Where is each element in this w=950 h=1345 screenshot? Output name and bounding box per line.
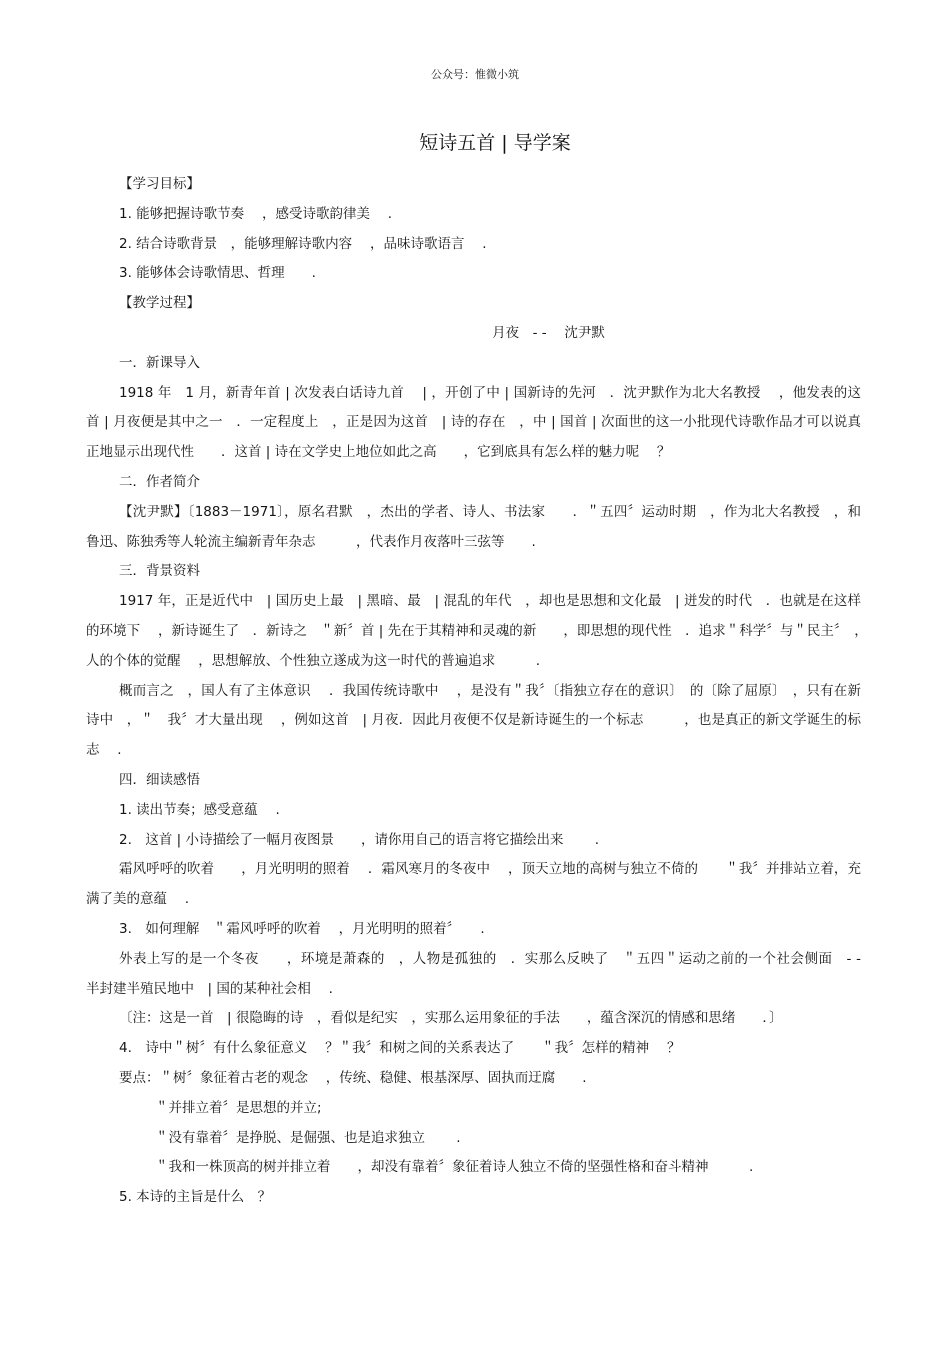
answer-point: ＂并排立着〞是思想的并立; <box>155 1099 322 1116</box>
document-body <box>86 170 875 1213</box>
paragraph: 1918 年 1 月，新青年首 | 次发表白话诗九首 | ，开创了中 | 国新诗的先河 ．沈尹默作为北大名教授 ，他发表的这首 | 月夜便是其中之一 ．一定程度上 ，正是因为这首 | 诗的存在 ，中 | 国首 | 次面世的这一小批现代诗歌作品才可以说真正地显示出现代性 ．这首 | 诗在文学史上地位如此之高 ，它到底具有怎么样的魅力呢 ？ <box>86 384 861 461</box>
question-item: 2. 这首 | 小诗描绘了一幅月夜图景 ，请你用自己的语言将它描绘出来 . <box>119 831 600 848</box>
answer-paragraph: 外表上写的是一个冬夜 ，环境是萧森的 ，人物是孤独的 ．实那么反映了 ＂五四＂运动之前的一个社会侧面 - - 半封建半殖民地中 | 国的某种社会相 . <box>86 950 875 997</box>
answer-paragraph: 要点：＂树〞象征着古老的观念 ，传统、稳健、根基深厚、固执而迂腐 . <box>119 1069 587 1086</box>
section-heading: 四．细读感悟 <box>119 771 200 788</box>
note-paragraph: 〔注：这是一首 | 很隐晦的诗 ，看似是纪实 ，实那么运用象征的手法 ，蕴含深沉的情感和思绪 ．〕 <box>119 1010 783 1027</box>
objective-item: 3. 能够体会诗歌情思、哲理 . <box>119 265 316 282</box>
poem-title-author: 月夜 - - 沈尹默 <box>492 324 605 341</box>
section-heading-process: 【教学过程】 <box>119 295 200 312</box>
document-title: 短诗五首 | 导学案 <box>419 132 571 154</box>
section-heading: 二．作者简介 <box>119 473 200 490</box>
answer-point: ＂我和一株顶高的树并排立着 ，却没有靠着〞象征着诗人独立不倚的坚强性格和奋斗精神 . <box>155 1159 754 1176</box>
objective-item: 2. 结合诗歌背景 ，能够理解诗歌内容 ，品味诗歌语言 . <box>119 235 487 252</box>
paragraph: 概而言之 ，国人有了主体意识 ．我国传统诗歌中 ，是没有＂我〞〔指独立存在的意识〕 的〔除了屈原〕 ，只有在新诗中 ，＂ 我〞才大量出现 ，例如这首 | 月夜．因此月夜便不仅是新诗诞生的一个标志 ，也是真正的新文学诞生的标志 . <box>86 682 861 759</box>
answer-paragraph: 霜风呼呼的吹着 ，月光明明的照着 ．霜风寒月的冬夜中 ，顶天立地的高树与独立不倚的 ＂我〞并排站立着，充满了美的意蕴 . <box>86 861 861 908</box>
question-item: 3. 如何理解 ＂霜风呼呼的吹着 ，月光明明的照着〞 . <box>119 920 485 937</box>
answer-point: ＂没有靠着〞是挣脱、是倔强、也是追求独立 . <box>155 1129 461 1146</box>
paragraph: 1917 年，正是近代中 | 国历史上最 | 黑暗、最 | 混乱的年代 ，却也是思想和文化最 | 迸发的时代 ．也就是在这样的环境下 ，新诗诞生了 ．新诗之 ＂新〞首 | 先在于其精神和灵魂的新 ，即思想的现代性 ．追求＂科学〞与＂民主〞 ， 人的个体的觉醒 ，思想解放、个性独立遂成为这一时代的普遍追求 . <box>86 593 875 669</box>
question-item: 4. 诗中＂树〞有什么象征意义 ？＂我〞和树之间的关系表达了 ＂我〞怎样的精神 ？ <box>119 1040 681 1057</box>
header-note: 公众号：惟微小筑 <box>431 68 519 81</box>
objective-item: 1. 能够把握诗歌节奏 ，感受诗歌韵律美 . <box>119 205 393 222</box>
section-heading-objectives: 【学习目标】 <box>119 176 200 192</box>
section-heading: 一．新课导入 <box>119 354 200 371</box>
question-item: 1. 读出节奏；感受意蕴 . <box>119 801 280 818</box>
question-item: 5. 本诗的主旨是什么 ？ <box>119 1189 272 1206</box>
section-heading: 三．背景资料 <box>119 563 200 580</box>
paragraph: 【沈尹默】〔1883－1971〕，原名君默 ，杰出的学者、诗人、书法家 ．＂五四〞运动时期 ，作为北大名教授 ，和鲁迅、陈独秀等人轮流主编新青年杂志 ，代表作月夜落叶三弦等 . <box>86 503 861 550</box>
